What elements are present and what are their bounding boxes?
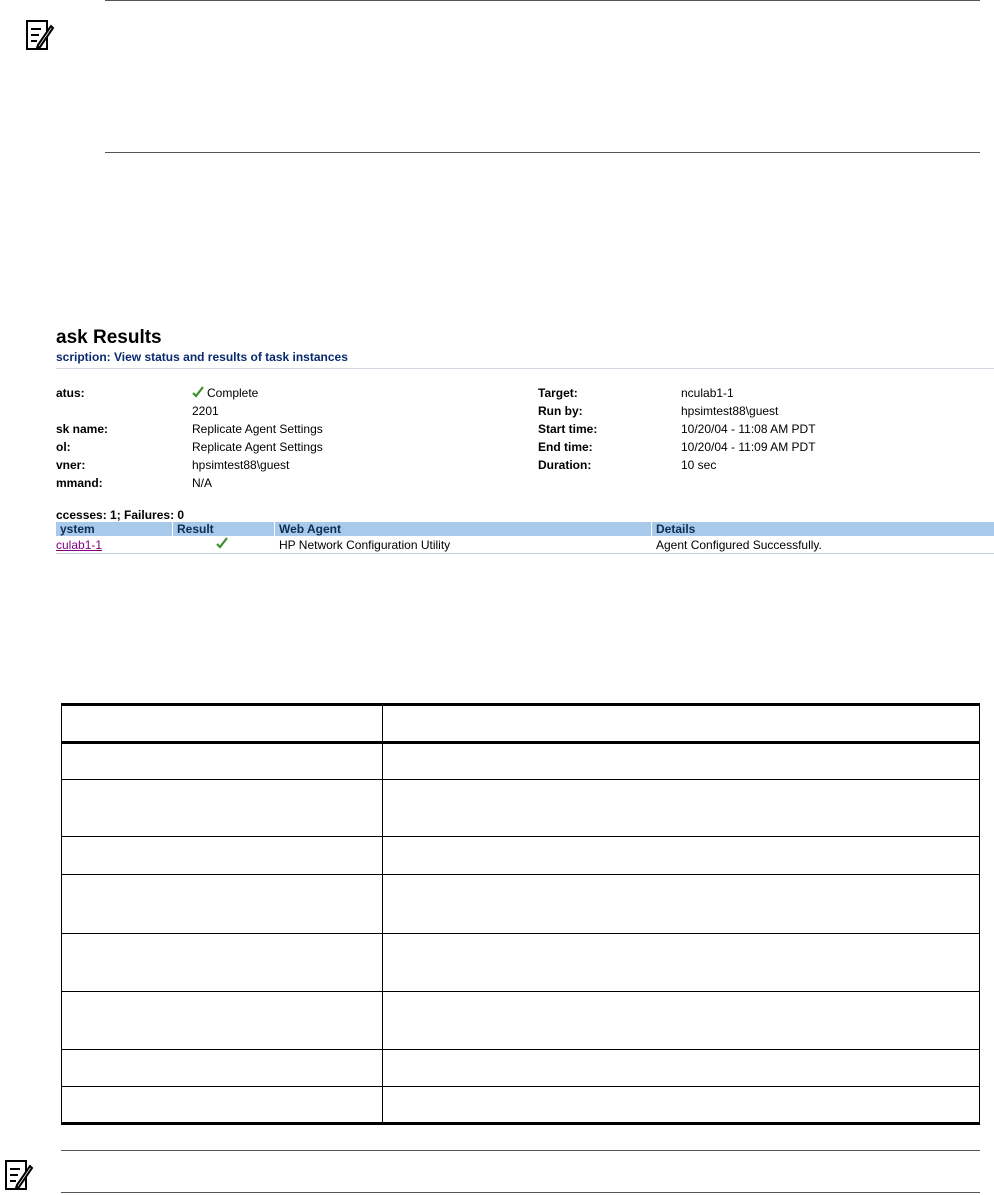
owner-label: vner: xyxy=(56,458,86,472)
note-bottom-rule xyxy=(61,1192,980,1193)
note-bottom-rule xyxy=(105,152,980,153)
column-header-web-agent[interactable]: Web Agent xyxy=(274,522,651,536)
top-rule xyxy=(105,0,980,1)
duration-label: Duration: xyxy=(538,458,592,472)
page-title: ask Results xyxy=(56,327,162,348)
status-value: Complete xyxy=(192,386,258,400)
table-cell xyxy=(383,992,980,1050)
table-cell xyxy=(383,837,980,875)
tool-value: Replicate Agent Settings xyxy=(192,440,323,454)
system-link[interactable]: culab1-1 xyxy=(56,538,103,552)
column-header-system[interactable]: ystem xyxy=(60,522,95,536)
checkmark-icon xyxy=(216,537,228,549)
results-table-header xyxy=(56,522,994,536)
table-row xyxy=(56,536,994,554)
table-cell xyxy=(383,875,980,934)
web-agent-cell: HP Network Configuration Utility xyxy=(279,538,451,552)
id-value: 2201 xyxy=(192,404,219,418)
note-pencil-icon xyxy=(26,18,54,54)
header-cell xyxy=(62,705,383,743)
task-name-value: Replicate Agent Settings xyxy=(192,422,323,436)
details-cell: Agent Configured Successfully. xyxy=(656,538,822,552)
start-time-label: Start time: xyxy=(538,422,598,436)
table-cell xyxy=(383,934,980,992)
status-label: atus: xyxy=(56,386,85,400)
table-row xyxy=(62,837,980,875)
table-cell xyxy=(62,992,383,1050)
run-by-label: Run by: xyxy=(538,404,583,418)
table-header-row xyxy=(62,705,980,743)
owner-value: hpsimtest88\guest xyxy=(192,458,290,472)
table-row xyxy=(62,1087,980,1124)
table-cell xyxy=(62,743,383,780)
end-time-label: End time: xyxy=(538,440,593,454)
target-value: nculab1-1 xyxy=(681,386,734,400)
table-cell xyxy=(383,780,980,837)
separator xyxy=(56,368,994,369)
task-results-screenshot xyxy=(56,315,994,573)
table-row xyxy=(62,934,980,992)
column-header-details[interactable]: Details xyxy=(651,522,994,536)
page-description: scription: View status and results of task instances xyxy=(56,350,348,364)
command-label: mmand: xyxy=(56,476,103,490)
tool-label: ol: xyxy=(56,440,71,454)
success-summary: ccesses: 1; Failures: 0 xyxy=(56,508,185,522)
table-row xyxy=(62,743,980,780)
run-by-value: hpsimtest88\guest xyxy=(681,404,779,418)
target-label: Target: xyxy=(538,386,578,400)
table-row xyxy=(62,780,980,837)
table-cell xyxy=(62,780,383,837)
checkmark-icon xyxy=(192,386,204,398)
note-top-rule xyxy=(61,1150,980,1151)
header-cell xyxy=(383,705,980,743)
table-cell xyxy=(383,1050,980,1087)
note-pencil-icon xyxy=(2,1158,36,1194)
table-cell xyxy=(383,743,980,780)
start-time-value: 10/20/04 - 11:08 AM PDT xyxy=(681,422,816,436)
table-cell xyxy=(383,1087,980,1124)
table-row xyxy=(62,1050,980,1087)
command-value: N/A xyxy=(192,476,213,490)
description-table xyxy=(61,703,980,1125)
table-cell xyxy=(62,1087,383,1124)
table-cell xyxy=(62,934,383,992)
table-cell xyxy=(62,875,383,934)
table-cell xyxy=(62,837,383,875)
task-name-label: sk name: xyxy=(56,422,109,436)
table-cell xyxy=(62,1050,383,1087)
table-row xyxy=(62,992,980,1050)
result-cell xyxy=(216,537,231,551)
duration-value: 10 sec xyxy=(681,458,717,472)
end-time-value: 10/20/04 - 11:09 AM PDT xyxy=(681,440,816,454)
table-row xyxy=(62,875,980,934)
column-header-result[interactable]: Result xyxy=(172,522,273,536)
